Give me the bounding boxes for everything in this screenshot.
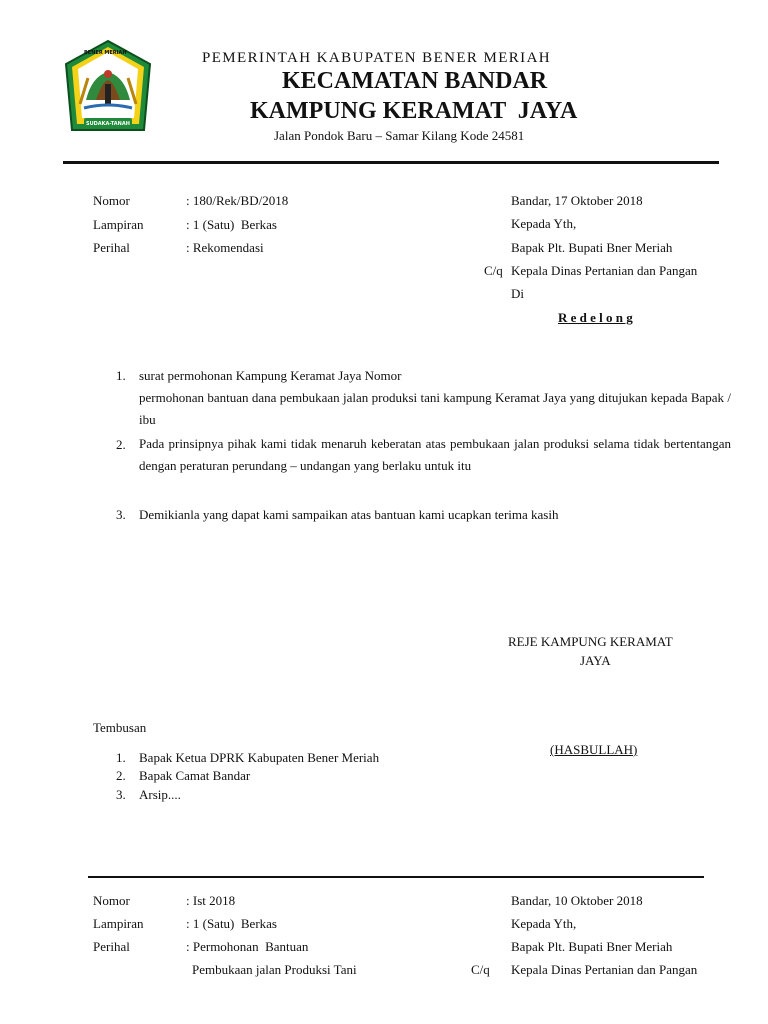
- recipient: Bapak Plt. Bupati Bner Meriah: [511, 240, 673, 255]
- meta2-label-nomor: Nomor: [93, 893, 130, 908]
- letter2-cq-label: C/q: [471, 962, 490, 977]
- meta2-value-nomor: : Ist 2018: [186, 893, 236, 908]
- item-number-3: 3.: [116, 507, 126, 522]
- di-label: Di: [511, 286, 524, 301]
- tembusan-item-1: Bapak Ketua DPRK Kabupaten Bener Meriah: [139, 750, 380, 765]
- destination-place: R e d e l o n g: [558, 310, 633, 325]
- letterhead-address: Jalan Pondok Baru – Samar Kilang Kode 24581: [274, 128, 525, 143]
- letterhead-government: PEMERINTAH KABUPATEN BENER MERIAH: [202, 50, 552, 66]
- letterhead-divider: [63, 161, 719, 164]
- tembusan-number-2: 2.: [116, 768, 126, 783]
- logo-text-bottom: SUDAKA-TANAH: [86, 121, 130, 127]
- meta2-label-lampiran: Lampiran: [93, 916, 144, 931]
- meta-label-lampiran: Lampiran: [93, 217, 144, 232]
- letter-date: Bandar, 17 Oktober 2018: [511, 193, 643, 208]
- logo-text-top: BENER MERIAH: [84, 50, 127, 56]
- letter2-salutation: Kepada Yth,: [511, 916, 577, 931]
- item-1-paragraph: permohonan bantuan dana pembukaan jalan produksi tani kampung Keramat Jaya yang ditujukan kepada Bapak / ibu: [139, 390, 731, 427]
- letter2-recipient: Bapak Plt. Bupati Bner Meriah: [511, 939, 673, 954]
- tembusan-number-1: 1.: [116, 750, 126, 765]
- signature-name: (HASBULLAH): [550, 742, 638, 757]
- letter2-date: Bandar, 10 Oktober 2018: [511, 893, 643, 908]
- meta2-perihal-continuation: Pembukaan jalan Produksi Tani: [192, 962, 357, 977]
- meta-value-lampiran: : 1 (Satu) Berkas: [186, 217, 277, 232]
- letterhead-village: KAMPUNG KERAMAT JAYA: [250, 98, 578, 124]
- item-number-1: 1.: [116, 368, 126, 383]
- tembusan-item-3: Arsip....: [139, 787, 181, 802]
- meta-label-perihal: Perihal: [93, 240, 130, 255]
- meta2-value-lampiran: : 1 (Satu) Berkas: [186, 916, 277, 931]
- letterhead-district: KECAMATAN BANDAR: [282, 68, 548, 94]
- salutation: Kepada Yth,: [511, 216, 577, 231]
- tembusan-number-3: 3.: [116, 787, 126, 802]
- cq-value: Kepala Dinas Pertanian dan Pangan: [511, 263, 698, 278]
- letter2-cq-value: Kepala Dinas Pertanian dan Pangan: [511, 962, 698, 977]
- tembusan-label: Tembusan: [93, 720, 147, 735]
- meta-value-perihal: : Rekomendasi: [186, 240, 264, 255]
- tembusan-item-2: Bapak Camat Bandar: [139, 768, 251, 783]
- item-1-first-line: surat permohonan Kampung Keramat Jaya Nomor: [139, 368, 402, 383]
- item-number-2: 2.: [116, 437, 126, 452]
- signature-title-line-1: REJE KAMPUNG KERAMAT: [508, 634, 673, 649]
- meta2-label-perihal: Perihal: [93, 939, 130, 954]
- meta2-value-perihal: : Permohonan Bantuan: [186, 939, 309, 954]
- item-3-paragraph: Demikianla yang dapat kami sampaikan atas bantuan kami ucapkan terima kasih: [139, 507, 559, 522]
- page-divider: [88, 876, 704, 878]
- item-2-paragraph: Pada prinsipnya pihak kami tidak menaruh keberatan atas pembukaan jalan produksi selama tidak bertentangan dengan peraturan perundang – undangan yang berlaku untuk itu: [139, 436, 731, 473]
- cq-label: C/q: [484, 263, 503, 278]
- signature-title-line-2: JAYA: [580, 653, 611, 668]
- meta-value-nomor: : 180/Rek/BD/2018: [186, 193, 289, 208]
- meta-label-nomor: Nomor: [93, 193, 130, 208]
